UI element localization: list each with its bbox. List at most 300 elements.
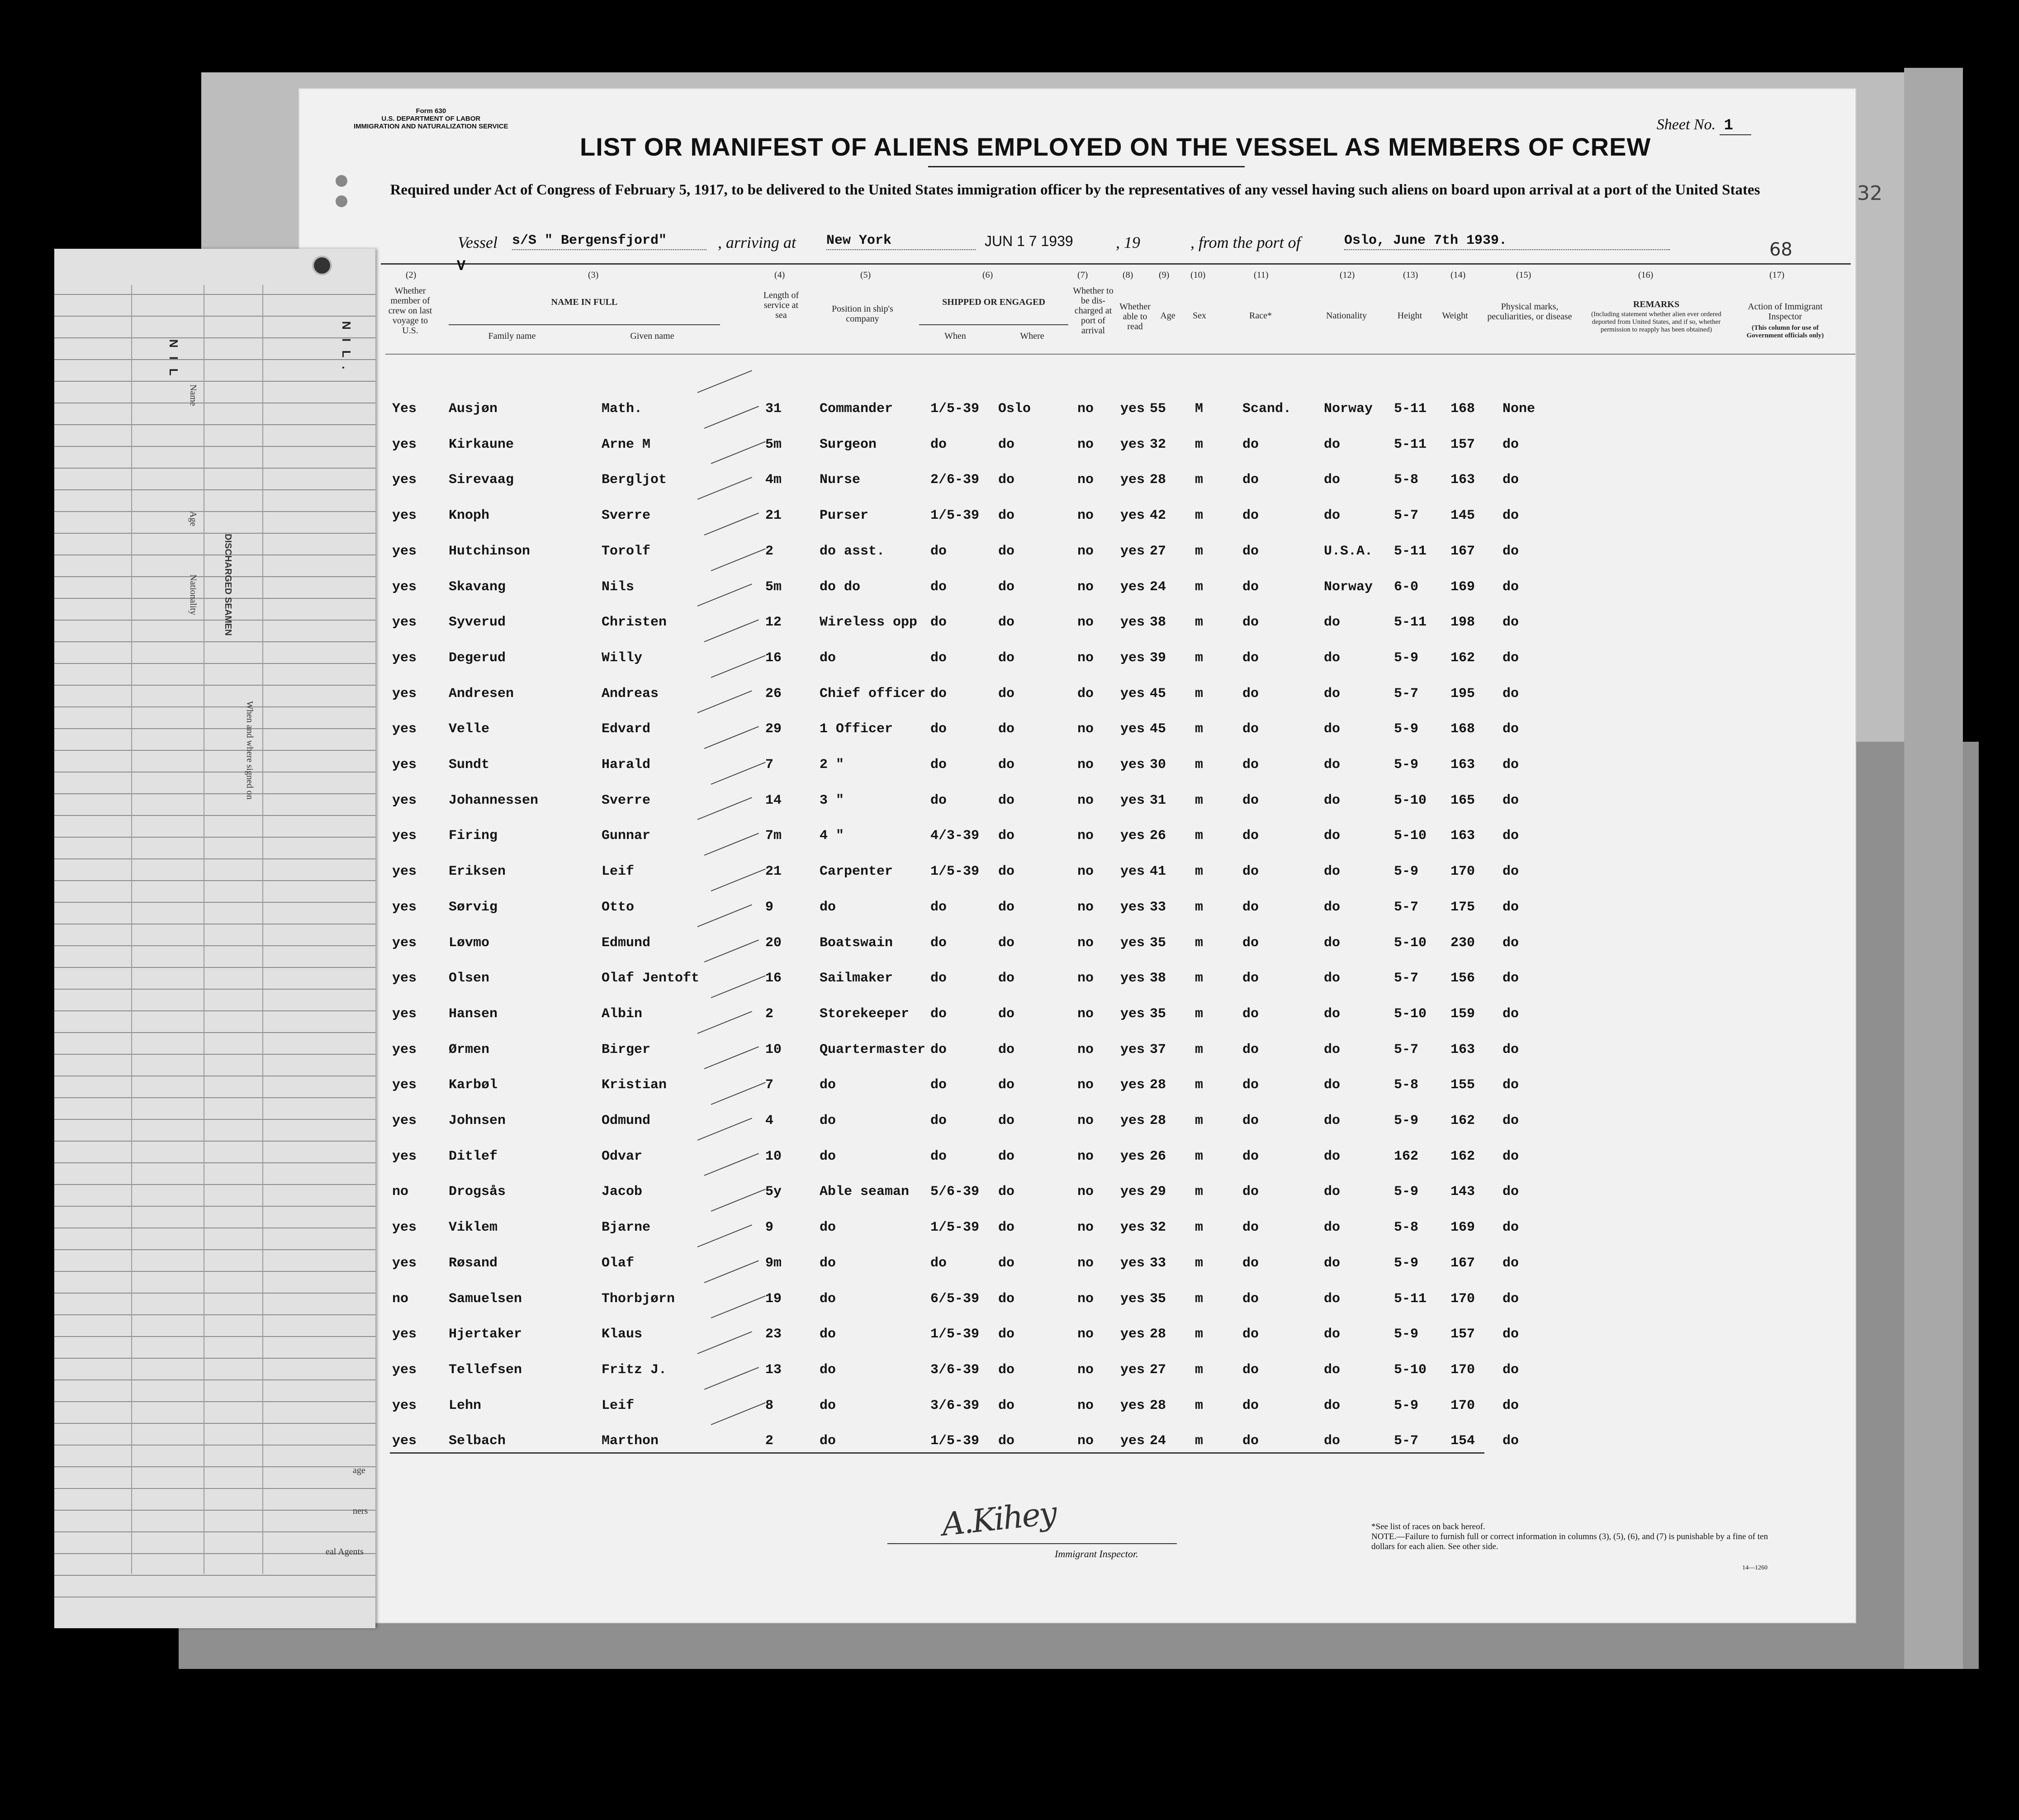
sex-cell: m — [1195, 615, 1204, 630]
weight-cell: 170 — [1450, 864, 1475, 880]
position-cell: Storekeeper — [820, 1006, 910, 1022]
col-header-name: NAME IN FULL — [551, 297, 618, 307]
weight-cell: 143 — [1450, 1184, 1475, 1200]
table-row — [299, 1327, 1855, 1354]
able-to-read-cell: yes — [1120, 1113, 1145, 1128]
given-name-cell: Olaf — [602, 1255, 635, 1271]
family-name-cell: Andresen — [449, 686, 514, 701]
slip-rule — [54, 446, 375, 447]
nationality-cell: do — [1324, 971, 1341, 986]
physical-marks-cell: do — [1502, 899, 1519, 915]
height-cell: 5-10 — [1394, 1006, 1427, 1022]
family-name-cell: Løvmo — [449, 935, 490, 951]
service-length-cell: 7 — [765, 1077, 774, 1093]
slip-rule — [54, 1401, 375, 1402]
shipped-where-cell: do — [998, 1220, 1015, 1236]
age-cell: 33 — [1150, 899, 1166, 915]
footnote-races: *See list of races on back hereof. — [1371, 1522, 1485, 1531]
slip-rule — [54, 1097, 375, 1098]
given-name-cell: Bjarne — [602, 1220, 651, 1236]
position-cell: do — [820, 1220, 836, 1236]
family-name-cell: Kirkaune — [449, 436, 514, 452]
discharged-cell: no — [1077, 1327, 1094, 1342]
physical-marks-cell: do — [1502, 1362, 1519, 1378]
discharged-cell: no — [1077, 1113, 1094, 1128]
col-header-family-name: Family name — [488, 331, 536, 341]
height-cell: 5-8 — [1394, 1220, 1419, 1236]
able-to-read-cell: yes — [1120, 721, 1145, 737]
slip-rule — [54, 837, 375, 838]
weight-cell: 145 — [1450, 508, 1475, 524]
table-row — [299, 508, 1855, 535]
edge-number: 32 — [1857, 182, 1882, 205]
nationality-cell: do — [1324, 1433, 1341, 1449]
nationality-cell: do — [1324, 615, 1341, 630]
able-to-read-cell: yes — [1120, 1220, 1145, 1236]
sex-cell: m — [1195, 472, 1204, 488]
shipped-where-cell: do — [998, 721, 1015, 737]
sex-cell: M — [1195, 401, 1204, 417]
shipped-where-cell: do — [998, 472, 1015, 488]
physical-marks-cell: do — [1502, 615, 1519, 630]
header-top-rule — [381, 263, 1851, 265]
given-name-cell: Edmund — [602, 935, 651, 951]
height-cell: 5-11 — [1394, 615, 1427, 630]
col-num-12: (12) — [1340, 270, 1355, 280]
col-header-when: When — [944, 331, 966, 341]
given-name-cell: Jacob — [602, 1184, 643, 1200]
crew-flag-cell: yes — [392, 757, 417, 773]
nationality-cell: do — [1324, 899, 1341, 915]
footer-form-code: 14—1260 — [1742, 1564, 1768, 1571]
slip-col-signed: When and where signed on — [245, 701, 255, 800]
position-cell: do — [820, 1362, 836, 1378]
service-length-cell: 4 — [765, 1113, 774, 1128]
family-name-cell: Hansen — [449, 1006, 498, 1022]
discharged-cell: no — [1077, 721, 1094, 737]
shipped-where-cell: do — [998, 1433, 1015, 1449]
table-row — [299, 1256, 1855, 1283]
shipped-when-cell: 3/6-39 — [930, 1398, 980, 1413]
table-row — [299, 1433, 1855, 1460]
sex-cell: m — [1195, 1220, 1204, 1236]
crew-flag-cell: yes — [392, 579, 417, 595]
slip-rule — [54, 858, 375, 859]
discharged-cell: no — [1077, 1255, 1094, 1271]
punch-hole — [336, 195, 347, 207]
table-row — [299, 650, 1855, 678]
able-to-read-cell: yes — [1120, 899, 1145, 915]
discharged-cell: no — [1077, 1077, 1094, 1093]
height-cell: 5-8 — [1394, 1077, 1419, 1093]
service-length-cell: 12 — [765, 615, 782, 630]
race-cell: do — [1242, 721, 1259, 737]
col-num-9: (9) — [1159, 270, 1170, 280]
shipped-when-cell: do — [930, 615, 947, 630]
age-cell: 28 — [1150, 1327, 1166, 1342]
service-length-cell: 10 — [765, 1042, 782, 1057]
given-name-cell: Fritz J. — [602, 1362, 667, 1378]
sex-cell: m — [1195, 935, 1204, 951]
nationality-cell: do — [1324, 472, 1341, 488]
crew-flag-cell: yes — [392, 1113, 417, 1128]
col-num-2: (2) — [406, 270, 417, 280]
shipped-where-cell: do — [998, 579, 1015, 595]
pin-icon — [312, 256, 332, 275]
sex-cell: m — [1195, 1327, 1204, 1342]
table-row — [299, 1184, 1855, 1211]
shipped-when-cell: do — [930, 1042, 947, 1057]
sex-cell: m — [1195, 864, 1204, 880]
slip-rule — [54, 511, 375, 512]
slip-rule — [54, 728, 375, 729]
race-cell: do — [1242, 579, 1259, 595]
table-row — [299, 1220, 1855, 1247]
position-cell: 2 " — [820, 757, 844, 773]
weight-cell: 155 — [1450, 1077, 1475, 1093]
inspector-label: Immigrant Inspector. — [1055, 1548, 1138, 1559]
race-cell: do — [1242, 686, 1259, 701]
col-header-sex: Sex — [1193, 311, 1206, 321]
col-num-13: (13) — [1403, 270, 1418, 280]
slip-rule — [54, 750, 375, 751]
col-header-where: Where — [1020, 331, 1044, 341]
sex-cell: m — [1195, 1398, 1204, 1413]
discharged-cell: no — [1077, 1362, 1094, 1378]
race-cell: do — [1242, 1327, 1259, 1342]
sex-cell: m — [1195, 1006, 1204, 1022]
col-num-3: (3) — [588, 270, 599, 280]
family-name-cell: Viklem — [449, 1220, 498, 1236]
department: U.S. DEPARTMENT OF LABOR — [381, 115, 481, 123]
slip-rule — [54, 1379, 375, 1380]
date-stamp: JUN 1 7 1939 — [985, 233, 1073, 249]
given-name-cell: Birger — [602, 1042, 651, 1057]
discharged-cell: no — [1077, 1291, 1094, 1307]
table-row — [299, 472, 1855, 499]
table-row — [299, 579, 1855, 607]
departure-port: Oslo, June 7th 1939. — [1344, 233, 1670, 250]
nationality-cell: do — [1324, 1255, 1341, 1271]
shipped-when-cell: do — [930, 1077, 947, 1093]
given-name-cell: Nils — [602, 579, 635, 595]
weight-cell: 175 — [1450, 899, 1475, 915]
shipped-where-cell: do — [998, 508, 1015, 524]
service-length-cell: 29 — [765, 721, 782, 737]
col-header-race: Race* — [1249, 311, 1272, 321]
given-name-cell: Willy — [602, 650, 643, 666]
sex-cell: m — [1195, 792, 1204, 808]
family-name-cell: Sirevaag — [449, 472, 514, 488]
col-header-remarks: REMARKS — [1633, 299, 1680, 309]
slip-rule — [54, 880, 375, 881]
crew-flag-cell: yes — [392, 1398, 417, 1413]
col-header-crew: Whether member of crew on last voyage to U.S. — [388, 286, 432, 336]
slip-rule — [54, 989, 375, 990]
position-cell: do — [820, 899, 836, 915]
given-name-cell: Harald — [602, 757, 651, 773]
crew-flag-cell: yes — [392, 1433, 417, 1449]
family-name-cell: Velle — [449, 721, 490, 737]
slip-rule — [54, 598, 375, 599]
slip-rule — [54, 1488, 375, 1489]
physical-marks-cell: do — [1502, 543, 1519, 559]
shipped-when-cell: do — [930, 650, 947, 666]
sex-cell: m — [1195, 721, 1204, 737]
slip-rule — [54, 1358, 375, 1359]
given-name-cell: Bergljot — [602, 472, 667, 488]
height-cell: 5-11 — [1394, 436, 1427, 452]
age-cell: 35 — [1150, 935, 1166, 951]
physical-marks-cell: do — [1502, 436, 1519, 452]
able-to-read-cell: yes — [1120, 650, 1145, 666]
service-length-cell: 16 — [765, 971, 782, 986]
col-header-physical: Physical marks, peculiarities, or disease — [1487, 302, 1572, 322]
race-cell: do — [1242, 1398, 1259, 1413]
shipped-where-cell: do — [998, 757, 1015, 773]
table-row — [299, 686, 1855, 713]
given-name-cell: Torolf — [602, 543, 651, 559]
height-cell: 5-10 — [1394, 828, 1427, 844]
table-row — [299, 793, 1855, 820]
crew-flag-cell: Yes — [392, 401, 417, 417]
weight-cell: 156 — [1450, 971, 1475, 986]
given-name-cell: Otto — [602, 899, 635, 915]
slip-rule — [54, 1249, 375, 1250]
slip-rule — [54, 468, 375, 469]
position-cell: Commander — [820, 401, 893, 417]
able-to-read-cell: yes — [1120, 401, 1145, 417]
service-length-cell: 4m — [765, 472, 782, 488]
shipped-when-cell: 2/6-39 — [930, 472, 980, 488]
position-cell: do — [820, 1398, 836, 1413]
height-cell: 5-11 — [1394, 543, 1427, 559]
position-cell: do asst. — [820, 543, 885, 559]
slip-rule — [54, 359, 375, 360]
sex-cell: m — [1195, 1184, 1204, 1200]
punch-hole — [336, 175, 347, 187]
table-row — [299, 1006, 1855, 1033]
able-to-read-cell: yes — [1120, 543, 1145, 559]
service-length-cell: 21 — [765, 508, 782, 524]
position-cell: do — [820, 1291, 836, 1307]
slip-title: DISCHARGED SEAMEN — [223, 534, 233, 636]
given-name-cell: Andreas — [602, 686, 659, 701]
sex-cell: m — [1195, 1433, 1204, 1449]
discharged-cell: no — [1077, 1433, 1094, 1449]
given-name-cell: Leif — [602, 864, 635, 880]
shipped-when-cell: do — [930, 935, 947, 951]
height-cell: 5-7 — [1394, 508, 1419, 524]
physical-marks-cell: do — [1502, 792, 1519, 808]
weight-cell: 163 — [1450, 757, 1475, 773]
shipped-when-cell: do — [930, 579, 947, 595]
able-to-read-cell: yes — [1120, 792, 1145, 808]
table-row — [299, 900, 1855, 927]
race-cell: do — [1242, 864, 1259, 880]
nationality-cell: do — [1324, 1113, 1341, 1128]
race-cell: do — [1242, 899, 1259, 915]
service-length-cell: 2 — [765, 1433, 774, 1449]
crew-flag-cell: yes — [392, 686, 417, 701]
service-length-cell: 2 — [765, 543, 774, 559]
slip-rule — [54, 1054, 375, 1055]
shipped-where-cell: do — [998, 1077, 1015, 1093]
col-header-given-name: Given name — [630, 331, 674, 341]
age-cell: 32 — [1150, 436, 1166, 452]
sex-cell: m — [1195, 436, 1204, 452]
physical-marks-cell: do — [1502, 721, 1519, 737]
age-cell: 30 — [1150, 757, 1166, 773]
race-cell: do — [1242, 436, 1259, 452]
service-length-cell: 13 — [765, 1362, 782, 1378]
slip-rule — [54, 967, 375, 968]
given-name-cell: Gunnar — [602, 828, 651, 844]
col-header-discharged: Whether to be dis-charged at port of arrival — [1073, 286, 1114, 336]
slip-rule — [54, 489, 375, 490]
shipped-when-cell: 1/5-39 — [930, 1220, 980, 1236]
shipped-where-cell: do — [998, 615, 1015, 630]
sex-cell: m — [1195, 1291, 1204, 1307]
position-cell: Nurse — [820, 472, 861, 488]
nationality-cell: Norway — [1324, 579, 1373, 595]
physical-marks-cell: do — [1502, 828, 1519, 844]
family-name-cell: Samuelsen — [449, 1291, 522, 1307]
crew-flag-cell: yes — [392, 1255, 417, 1271]
crew-manifest-form — [299, 88, 1882, 1623]
sheet-number-label: Sheet No. — [1656, 116, 1716, 133]
able-to-read-cell: yes — [1120, 1398, 1145, 1413]
physical-marks-cell: do — [1502, 1006, 1519, 1022]
nationality-cell: do — [1324, 1006, 1341, 1022]
weight-cell: 157 — [1450, 1327, 1475, 1342]
slip-rule — [54, 945, 375, 946]
service-length-cell: 9 — [765, 1220, 774, 1236]
vessel-line — [458, 233, 1747, 254]
weight-cell: 157 — [1450, 436, 1475, 452]
crew-flag-cell: yes — [392, 472, 417, 488]
discharged-cell: no — [1077, 650, 1094, 666]
weight-cell: 195 — [1450, 686, 1475, 701]
slip-rule — [54, 533, 375, 534]
slip-rule — [54, 902, 375, 903]
slip-nil-left: N I L — [167, 339, 180, 379]
sex-cell: m — [1195, 899, 1204, 915]
discharged-cell: no — [1077, 579, 1094, 595]
shipped-where-cell: do — [998, 1184, 1015, 1200]
shipped-where-cell: do — [998, 935, 1015, 951]
age-cell: 31 — [1150, 792, 1166, 808]
discharged-cell: no — [1077, 615, 1094, 630]
slip-rule — [54, 1575, 375, 1576]
footnote-note: NOTE.—Failure to furnish full or correct information in columns (3), (5), (6), and (7) is punishable by a fine of ten dollars for each alien. See other side. — [1371, 1532, 1768, 1551]
table-row — [299, 437, 1855, 464]
slip-rule — [54, 1510, 375, 1511]
able-to-read-cell: yes — [1120, 864, 1145, 880]
age-cell: 39 — [1150, 650, 1166, 666]
col-header-nationality: Nationality — [1326, 311, 1367, 321]
shipped-where-cell: do — [998, 971, 1015, 986]
shipped-where-cell: do — [998, 1006, 1015, 1022]
service-length-cell: 2 — [765, 1006, 774, 1022]
service-length-cell: 20 — [765, 935, 782, 951]
height-cell: 5-9 — [1394, 757, 1419, 773]
table-row — [299, 1149, 1855, 1176]
discharged-cell: no — [1077, 971, 1094, 986]
service-length-cell: 10 — [765, 1148, 782, 1164]
age-cell: 27 — [1150, 543, 1166, 559]
height-cell: 5-11 — [1394, 401, 1427, 417]
shipped-where-cell: do — [998, 899, 1015, 915]
crew-flag-cell: yes — [392, 1042, 417, 1057]
col-header-action: Action of Immigrant Inspector — [1748, 302, 1823, 322]
nationality-cell: do — [1324, 650, 1341, 666]
physical-marks-cell: do — [1502, 650, 1519, 666]
family-name-cell: Sørvig — [449, 899, 498, 915]
nationality-cell: do — [1324, 1220, 1341, 1236]
shipped-when-cell: do — [930, 757, 947, 773]
physical-marks-cell: do — [1502, 1042, 1519, 1057]
family-name-cell: Hjertaker — [449, 1327, 522, 1342]
form-number: Form 630 — [416, 107, 446, 115]
col-header-height: Height — [1397, 311, 1422, 321]
given-name-cell: Edvard — [602, 721, 651, 737]
position-cell: do — [820, 1113, 836, 1128]
slip-rule — [54, 576, 375, 577]
given-name-cell: Sverre — [602, 508, 651, 524]
shipped-when-cell: do — [930, 1113, 947, 1128]
nationality-cell: do — [1324, 1291, 1341, 1307]
physical-marks-cell: do — [1502, 1291, 1519, 1307]
form-header-meta — [354, 107, 508, 130]
discharged-cell: no — [1077, 792, 1094, 808]
race-cell: do — [1242, 508, 1259, 524]
nationality-cell: do — [1324, 436, 1341, 452]
weight-cell: 167 — [1450, 543, 1475, 559]
slip-rule — [54, 381, 375, 382]
able-to-read-cell: yes — [1120, 472, 1145, 488]
crew-flag-cell: yes — [392, 935, 417, 951]
able-to-read-cell: yes — [1120, 1327, 1145, 1342]
shipped-when-cell: do — [930, 1255, 947, 1271]
shipped-when-cell: 1/5-39 — [930, 508, 980, 524]
crew-flag-cell: yes — [392, 1220, 417, 1236]
shipped-when-cell: 1/5-39 — [930, 1433, 980, 1449]
vessel-label: Vessel — [458, 233, 498, 251]
family-name-cell: Ausjøn — [449, 401, 498, 417]
slip-owners-label: ners — [353, 1506, 368, 1516]
page-subtitle: Required under Act of Congress of February 5, 1917, to be delivered to the United States immigration officer by the representatives of any vessel having such aliens on board upon arrival at a port of the United States — [390, 182, 1760, 198]
weight-cell: 165 — [1450, 792, 1475, 808]
able-to-read-cell: yes — [1120, 1042, 1145, 1057]
shipped-where-cell: do — [998, 828, 1015, 844]
table-row — [299, 757, 1855, 784]
able-to-read-cell: yes — [1120, 579, 1145, 595]
shipped-where-cell: do — [998, 686, 1015, 701]
shipped-when-cell: do — [930, 686, 947, 701]
physical-marks-cell: do — [1502, 1220, 1519, 1236]
position-cell: Wireless opp — [820, 615, 918, 630]
service-length-cell: 9 — [765, 899, 774, 915]
shipped-when-cell: 4/3-39 — [930, 828, 980, 844]
shipped-when-cell: 6/5-39 — [930, 1291, 980, 1307]
table-row — [299, 1113, 1855, 1140]
col-num-14: (14) — [1450, 270, 1466, 280]
able-to-read-cell: yes — [1120, 757, 1145, 773]
name-rule — [449, 324, 720, 325]
weight-cell: 198 — [1450, 615, 1475, 630]
table-row — [299, 864, 1855, 891]
